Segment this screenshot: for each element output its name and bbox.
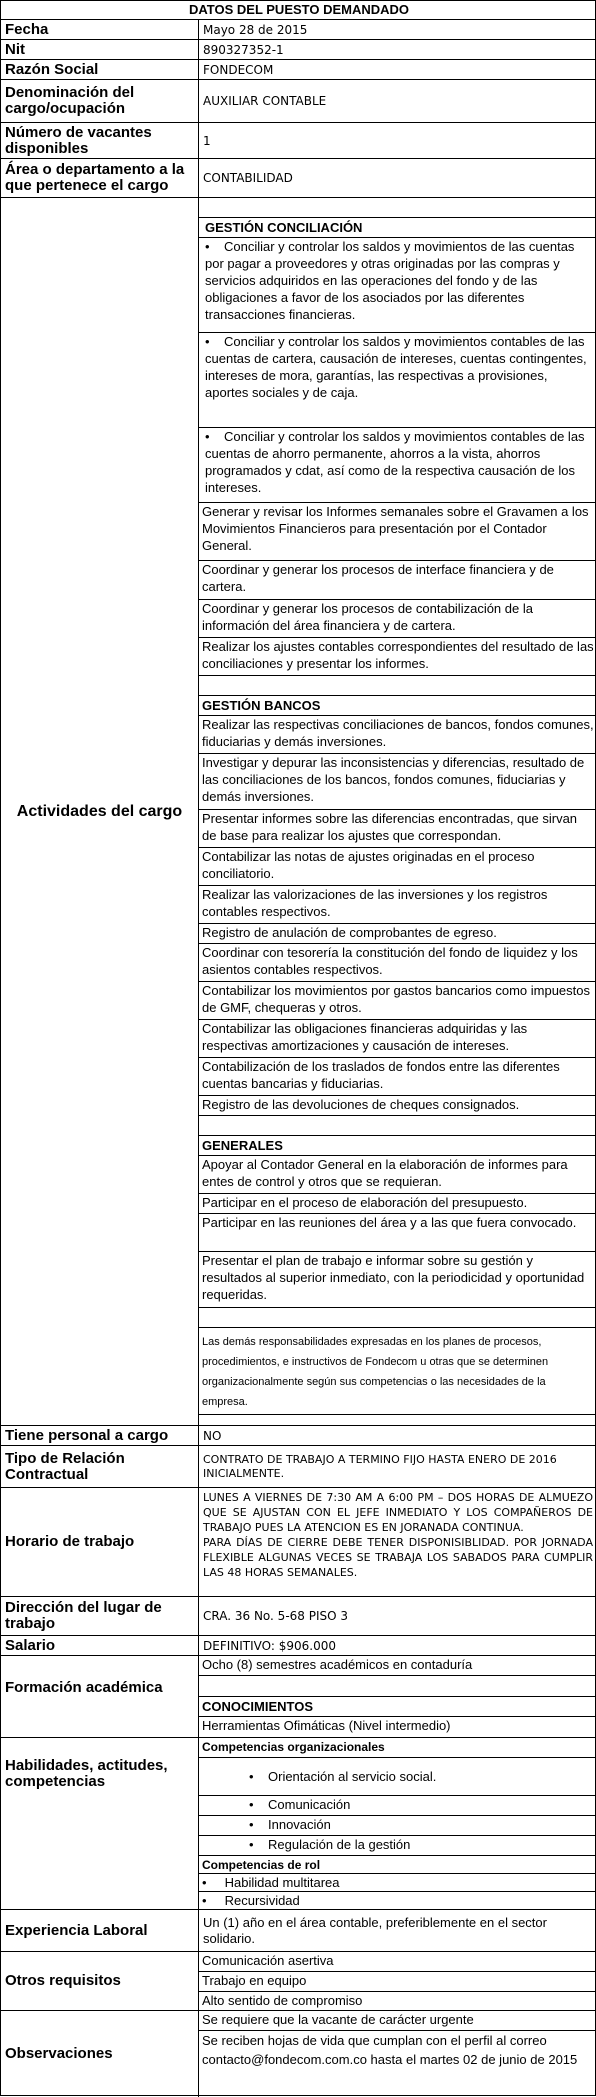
row-observaciones bbox=[1, 2011, 596, 2097]
label-vacantes: Número de vacantes disponibles bbox=[1, 123, 199, 158]
value-salario: DEFINITIVO: $906.000 bbox=[203, 1638, 336, 1653]
label-personal: Tiene personal a cargo bbox=[1, 1426, 199, 1445]
list-item: Realizar las valorizaciones de las inversiones y los registros contables respectivos. bbox=[199, 886, 596, 924]
value-area: CONTABILIDAD bbox=[203, 171, 293, 185]
list-item: Coordinar y generar los procesos de interface financiera y de cartera. bbox=[199, 561, 596, 600]
label-observaciones: Observaciones bbox=[1, 2011, 199, 2097]
list-item: Contabilizar los movimientos por gastos bancarios como impuestos de GMF, chequeras y otros. bbox=[199, 982, 596, 1020]
row-vacantes bbox=[1, 123, 596, 159]
row-fecha bbox=[1, 20, 596, 40]
section-title-generales: GENERALES bbox=[199, 1136, 596, 1156]
list-item-text: Recursividad bbox=[224, 1893, 300, 1908]
row-direccion bbox=[1, 1597, 596, 1636]
list-item: Realizar las respectivas conciliaciones de bancos, fondos comunes, fiduciarias y demás inversiones. bbox=[199, 716, 596, 754]
label-fecha: Fecha bbox=[1, 20, 199, 39]
list-item: Registro de anulación de comprobantes de egreso. bbox=[199, 924, 596, 944]
value-direccion: CRA. 36 No. 5-68 PISO 3 bbox=[203, 1609, 349, 1623]
label-direccion: Dirección del lugar de trabajo bbox=[1, 1597, 199, 1635]
table-title: DATOS DEL PUESTO DEMANDADO bbox=[1, 1, 596, 20]
formacion-value: Ocho (8) semestres académicos en contaduría bbox=[199, 1656, 596, 1676]
list-item: Contabilizar las obligaciones financieras adquiridas y las respectivas amortizaciones y causación de intereses. bbox=[199, 1020, 596, 1058]
label-denominacion: Denominación del cargo/ocupación bbox=[1, 80, 199, 122]
competencias-org-title: Competencias organizacionales bbox=[199, 1738, 596, 1758]
list-item: Alto sentido de compromiso bbox=[202, 1993, 363, 2008]
value-nit: 890327352-1 bbox=[203, 42, 284, 57]
label-area: Área o departamento a la que pertenece el cargo bbox=[1, 159, 199, 197]
competencias-rol-title: Competencias de rol bbox=[199, 1856, 596, 1874]
list-item-text: Habilidad multitarea bbox=[224, 1875, 340, 1890]
list-item: Presentar informes sobre las diferencias encontradas, que sirvan de base para realizar los ajustes que correspondan. bbox=[199, 810, 596, 848]
list-item: • Conciliar y controlar los saldos y movimientos contables de las cuentas de ahorro permanente, ahorros a la vista, ahorros programados y cdat, así como de la respectiva causación de los intereses. bbox=[199, 428, 596, 503]
label-habilidades: Habilidades, actitudes, competencias bbox=[1, 1738, 199, 1909]
label-relacion: Tipo de Relación Contractual bbox=[1, 1446, 199, 1487]
list-item: Coordinar con tesorería la constitución del fondo de liquidez y los asientos contables respectivos. bbox=[199, 944, 596, 982]
value-vacantes: 1 bbox=[203, 133, 211, 148]
row-denominacion bbox=[1, 80, 596, 123]
row-nit bbox=[1, 40, 596, 60]
value-razon-social: FONDECOM bbox=[203, 62, 274, 77]
list-item: Coordinar y generar los procesos de contabilización de la información del área financiera y de cartera. bbox=[199, 600, 596, 638]
section-title-bancos: GESTIÓN BANCOS bbox=[199, 696, 596, 716]
row-area bbox=[1, 159, 596, 198]
list-item: • Conciliar y controlar los saldos y movimientos de las cuentas por pagar a proveedores y otras originadas por las compras y servicios adquiridos en las operaciones del fondo y de las obligaciones a favor de los asociados por las diferentes transacciones financieras. bbox=[199, 238, 596, 333]
formacion-cells bbox=[199, 1656, 596, 1737]
row-otros bbox=[1, 1952, 596, 2011]
row-actividades bbox=[1, 198, 596, 1426]
habilidades-cells bbox=[199, 1738, 596, 1909]
list-item: Contabilización de los traslados de fondos entre las diferentes cuentas bancarias y fiduciarias. bbox=[199, 1058, 596, 1096]
observaciones-line-1: Se requiere que la vacante de carácter urgente bbox=[199, 2011, 596, 2031]
list-item: Comunicación asertiva bbox=[199, 1952, 596, 1972]
list-item: Registro de las devoluciones de cheques consignados. bbox=[199, 1096, 596, 1116]
value-relacion: CONTRATO DE TRABAJO A TERMINO FIJO HASTA ENERO DE 2016 INICIALMENTE. bbox=[203, 1452, 557, 1480]
observaciones-line-2: Se reciben hojas de vida que cumplan con el perfil al correo contacto@fondecom.com.co hasta el martes 02 de junio de 2015 bbox=[202, 2033, 578, 2067]
value-personal: NO bbox=[203, 1428, 222, 1443]
list-item: • Regulación de la gestión bbox=[199, 1836, 596, 1856]
label-razon-social: Razón Social bbox=[1, 60, 199, 79]
label-horario: Horario de trabajo bbox=[1, 1488, 199, 1596]
observaciones-cells bbox=[199, 2011, 596, 2097]
list-item: Investigar y depurar las inconsistencias y diferencias, resultado de las conciliaciones de los bancos, fondos comunes, fiduciarias y demás inversiones. bbox=[199, 754, 596, 810]
label-experiencia: Experiencia Laboral bbox=[1, 1910, 199, 1951]
value-horario bbox=[199, 1488, 596, 1596]
list-item: • Comunicación bbox=[199, 1796, 596, 1816]
conocimientos-title: CONOCIMIENTOS bbox=[199, 1697, 596, 1717]
row-salario bbox=[1, 1636, 596, 1656]
actividades-note: Las demás responsabilidades expresadas en los planes de procesos, procedimientos, e instructivos de Fondecom u otras que se determinen organizacionalmente según sus competencias o las necesidades de la empresa. bbox=[199, 1328, 596, 1415]
list-item: • Innovación bbox=[199, 1816, 596, 1836]
list-item: Generar y revisar los Informes semanales sobre el Gravamen a los Movimientos Financieros para presentación por el Contador General. bbox=[199, 503, 596, 561]
row-formacion bbox=[1, 1656, 596, 1738]
value-fecha: Mayo 28 de 2015 bbox=[203, 22, 308, 37]
row-relacion bbox=[1, 1446, 596, 1488]
value-denominacion: AUXILIAR CONTABLE bbox=[203, 94, 327, 108]
list-item bbox=[199, 1892, 596, 1910]
label-salario: Salario bbox=[1, 1636, 199, 1655]
list-item: Trabajo en equipo bbox=[199, 1972, 596, 1992]
conocimientos-value: Herramientas Ofimáticas (Nivel intermedio) bbox=[202, 1718, 451, 1733]
list-item: Presentar el plan de trabajo e informar sobre su gestión y resultados al superior inmediato, con la periodicidad y oportunidad requeridas. bbox=[199, 1252, 596, 1308]
list-item: Apoyar al Contador General en la elaboración de informes para entes de control y otros que se requieran. bbox=[199, 1156, 596, 1194]
value-experiencia: Un (1) año en el área contable, preferiblemente en el sector solidario. bbox=[203, 1914, 547, 1946]
list-item: • Conciliar y controlar los saldos y movimientos contables de las cuentas de cartera, causación de intereses, cuentas contingentes, intereses de mora, garantías, las respectivas a provisiones, aportes sociales y de caja. bbox=[199, 333, 596, 428]
list-item: • Orientación al servicio social. bbox=[199, 1758, 596, 1796]
label-otros: Otros requisitos bbox=[1, 1952, 199, 2010]
row-horario bbox=[1, 1488, 596, 1597]
list-item bbox=[199, 1874, 596, 1892]
label-nit: Nit bbox=[1, 40, 199, 59]
label-formacion: Formación académica bbox=[1, 1656, 199, 1737]
horario-line-1: LUNES A VIERNES DE 7:30 AM A 6:00 PM – DOS HORAS DE ALMUEZO QUE SE AJUSTAN CON EL JEFE INMEDIATO Y LOS COMPAÑEROS DE TRABAJO PUES LA ATENCION ES EN JORANADA CONTINUA. bbox=[203, 1491, 593, 1534]
list-item: Participar en las reuniones del área y a las que fuera convocado. bbox=[199, 1214, 596, 1252]
section-title-conciliacion: GESTIÓN CONCILIACIÓN bbox=[199, 218, 596, 238]
row-experiencia bbox=[1, 1910, 596, 1952]
horario-line-2: PARA DÍAS DE CIERRE DEBE TENER DISPONISIBLIDAD. POR JORNADA FLEXIBLE ALGUNAS VECES SE TRABAJA LOS SABADOS PARA CUMPLIR LAS 48 HORAS SEMANALES. bbox=[203, 1536, 593, 1579]
list-item: Participar en el proceso de elaboración del presupuesto. bbox=[199, 1194, 596, 1214]
bullet-icon: • bbox=[202, 1893, 225, 1908]
list-item: Contabilizar las notas de ajustes originadas en el proceso conciliatorio. bbox=[199, 848, 596, 886]
row-habilidades bbox=[1, 1738, 596, 1910]
list-item: Realizar los ajustes contables correspondientes del resultado de las conciliaciones y presentar los informes. bbox=[199, 638, 596, 676]
bullet-icon: • bbox=[202, 1875, 225, 1890]
row-personal bbox=[1, 1426, 596, 1446]
actividades-list bbox=[199, 198, 596, 1425]
row-razon-social bbox=[1, 60, 596, 80]
otros-cells bbox=[199, 1952, 596, 2010]
label-actividades: Actividades del cargo bbox=[1, 198, 199, 1425]
